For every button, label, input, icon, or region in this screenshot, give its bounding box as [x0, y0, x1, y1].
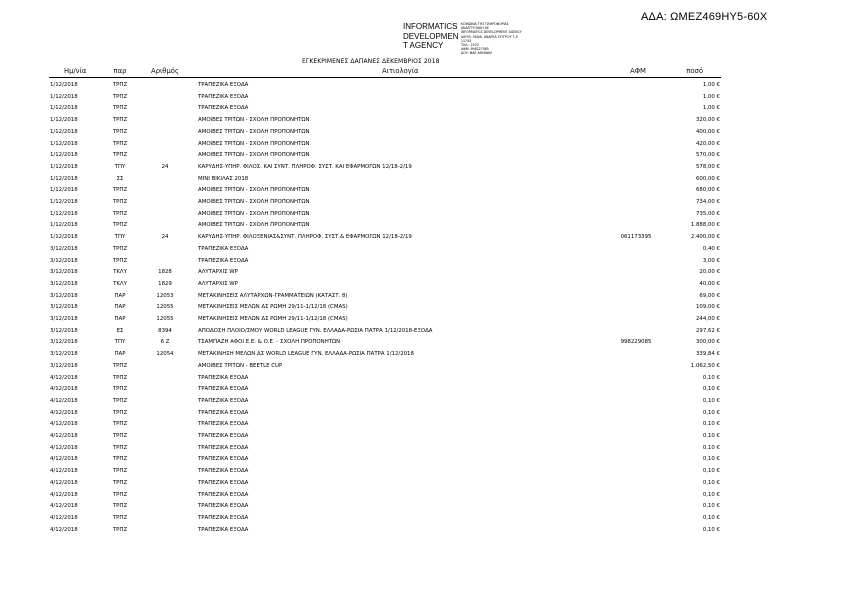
table-row: [0, 220, 842, 231]
row-amount: 320,00 €: [695, 117, 720, 124]
agency-logo-text: [403, 22, 459, 51]
row-date: 3/12/2018: [50, 280, 78, 287]
row-date: 1/12/2018: [50, 117, 78, 124]
agency-detail-line: 11743: [461, 38, 472, 43]
row-description: ΑΛΥΤΑΡΧΙΣ WP: [198, 269, 238, 276]
row-date: 4/12/2018: [50, 433, 78, 439]
row-date: 3/12/2018: [50, 316, 78, 322]
row-number: 6 Z: [160, 339, 170, 346]
agency-detail-line: ΤΗΛ.: 2103: [461, 43, 479, 48]
table-row: [0, 314, 842, 325]
row-amount: 0,10 €: [702, 374, 720, 381]
row-description: ΤΡΑΠΕΖΙΚΑ ΕΞΟΔΑ: [198, 257, 249, 264]
row-date: 4/12/2018: [50, 514, 78, 521]
row-description: ΚΑΡΥΔΗΣ-ΥΠΗΡ. ΦΙΛΟΣ. ΚΑΙ ΣΥΝΤ. ΠΛΗΡΟΦ. ΣΥΣΤ. ΚΑΙ ΕΦΑΡΜΟΓΩΝ 12/18-2/19: [198, 163, 412, 170]
agency-details: [461, 22, 522, 56]
table-row: [0, 256, 842, 267]
row-amount: 1,00 €: [702, 82, 720, 88]
row-par: ΤΡΠΖ: [112, 140, 128, 147]
row-amount: 735,00 €: [695, 210, 720, 217]
row-description: ΑΠΟΔΟΣΗ ΠΛΟΙΟ/ΣΜΟΥ WORLD LEAGUE ΓΥΝ. ΕΛΛΑΔΑ-ΡΩΣΙΑ ΠΑΤΡΑ 1/12/2018-ΕΞΟΔΑ: [198, 327, 433, 334]
row-amount: 0,10 €: [702, 386, 720, 393]
row-amount: 300,00 €: [695, 339, 720, 346]
row-number: 8394: [158, 327, 172, 334]
row-date: 1/12/2018: [50, 105, 78, 112]
row-description: ΜΕΤΑΚΙΝΗΣΕΙΣ ΑΛΥΤΑΡΧΩΝ-ΓΡΑΜΜΑΤΕΙΩΝ (ΚΑΤΑΣΤ. 8): [198, 292, 348, 299]
row-par: ΤΡΠΖ: [112, 386, 128, 393]
row-amount: 2.400,00 €: [690, 234, 720, 241]
agency-detail-line: ΔΟΥ: ΦΑΕ ΑΘΗΝΩΝ: [461, 51, 492, 56]
row-description: ΜΕΤΑΚΙΝΗΣΕΙΣ ΜΕΛΩΝ ΔΣ ΡΩΜΗ 29/11-1/12/18 (CMAS): [198, 304, 348, 311]
row-description: ΤΡΑΠΕΖΙΚΑ ΕΞΟΔΑ: [198, 386, 249, 393]
agency-detail-line: ΔΙΕΥΘ. ΛΕΩΦ. ΑΝΔΡΕΑ ΣΥΓΓΡΟΥ 7-9: [461, 34, 518, 39]
row-date: 1/12/2018: [50, 152, 78, 159]
row-amount: 0,10 €: [702, 514, 720, 521]
row-par: ΤΚΛΥ: [113, 280, 127, 287]
header-description: Αιτιολογία: [382, 67, 419, 75]
row-par: ΤΡΠΖ: [112, 222, 128, 229]
header-par: παρ: [113, 67, 127, 75]
row-date: 4/12/2018: [50, 456, 78, 463]
row-amount: 600,00 €: [695, 175, 720, 182]
row-amount: 1.888,00 €: [690, 222, 720, 229]
row-par: ΠΑΡ: [114, 351, 126, 358]
row-description: ΜΕΤΑΚΙΝΗΣΗ ΜΕΛΩΝ ΔΣ WORLD LEAGUE ΓΥΝ. ΕΛΛΑΔΑ-ΡΩΣΙΑ ΠΑΤΡΑ 1/12/2018: [198, 351, 414, 358]
row-description: ΤΡΑΠΕΖΙΚΑ ΕΞΟΔΑ: [198, 82, 249, 88]
row-amount: 734,00 €: [695, 199, 720, 205]
row-amount: 339,84 €: [695, 351, 720, 358]
row-par: ΠΑΡ: [114, 304, 126, 311]
table-row: [0, 244, 842, 255]
agency-detail-line: ΑΦΜ: 998227085: [461, 47, 489, 52]
row-date: 4/12/2018: [50, 444, 78, 451]
row-date: 1/12/2018: [50, 82, 78, 88]
row-afm: 061173395: [620, 234, 652, 241]
row-par: ΤΡΠΖ: [112, 444, 128, 451]
row-date: 4/12/2018: [50, 526, 78, 533]
row-amount: 0,10 €: [702, 479, 720, 486]
table-row: [0, 326, 842, 337]
row-description: ΑΜΟΙΒΕΣ ΤΡΙΤΩΝ - ΣΧΟΛΗ ΠΡΟΠΟΝΗΤΩΝ: [198, 210, 310, 217]
row-description: ΑΜΟΙΒΕΣ ΤΡΙΤΩΝ - ΣΧΟΛΗ ΠΡΟΠΟΝΗΤΩΝ: [198, 152, 310, 159]
row-description: ΤΡΑΠΕΖΙΚΑ ΕΞΟΔΑ: [198, 409, 249, 416]
table-row: [0, 454, 842, 465]
row-description: ΜΕΤΑΚΙΝΗΣΕΙΣ ΜΕΛΩΝ ΔΣ ΡΩΜΗ 29/11-1/12/18 (CMAS): [198, 316, 348, 322]
row-date: 1/12/2018: [50, 222, 78, 229]
table-row: [0, 384, 842, 395]
row-date: 4/12/2018: [50, 491, 78, 498]
row-description: ΤΡΑΠΕΖΙΚΑ ΕΞΟΔΑ: [198, 468, 249, 475]
row-par: ΤΡΠΖ: [112, 199, 128, 205]
table-row: [0, 279, 842, 290]
row-par: ΤΡΠΖ: [112, 187, 128, 194]
row-description: ΑΜΟΙΒΕΣ ΤΡΙΤΩΝ - ΣΧΟΛΗ ΠΡΟΠΟΝΗΤΩΝ: [198, 222, 310, 229]
table-row: [0, 337, 842, 348]
row-amount: 0,10 €: [702, 491, 720, 498]
row-amount: 3,00 €: [702, 257, 720, 264]
row-date: 1/12/2018: [50, 163, 78, 170]
table-row: [0, 174, 842, 185]
row-number: 24: [161, 163, 169, 170]
row-par: ΣΣ: [116, 175, 124, 182]
row-date: 4/12/2018: [50, 409, 78, 416]
table-row: [0, 443, 842, 454]
row-description: ΑΛΥΤΑΡΧΙΣ WP: [198, 280, 238, 287]
table-row: [0, 162, 842, 173]
row-par: ΤΡΠΖ: [112, 526, 128, 533]
row-amount: 1,00 €: [702, 93, 720, 100]
row-number: 12054: [156, 351, 174, 358]
row-par: ΕΣ: [116, 327, 124, 334]
row-amount: 0,10 €: [702, 421, 720, 428]
row-amount: 0,10 €: [702, 444, 720, 451]
row-date: 1/12/2018: [50, 210, 78, 217]
row-description: ΤΡΑΠΕΖΙΚΑ ΕΞΟΔΑ: [198, 491, 249, 498]
row-amount: 69,00 €: [699, 292, 720, 299]
row-par: ΤΠΥ: [114, 163, 126, 170]
row-amount: 0,10 €: [702, 397, 720, 404]
row-par: ΤΡΠΖ: [112, 397, 128, 404]
row-description: ΑΜΟΙΒΕΣ ΤΡΙΤΩΝ - ΣΧΟΛΗ ΠΡΟΠΟΝΗΤΩΝ: [198, 199, 310, 205]
row-number: 12053: [156, 292, 174, 299]
row-par: ΤΠΥ: [114, 234, 126, 241]
row-date: 3/12/2018: [50, 327, 78, 334]
header-amount: ποσό: [686, 67, 703, 75]
table-row: [0, 302, 842, 313]
row-amount: 0,10 €: [702, 433, 720, 439]
row-date: 3/12/2018: [50, 351, 78, 358]
table-row: [0, 373, 842, 384]
row-par: ΤΡΠΖ: [112, 433, 128, 439]
table-header: [0, 67, 842, 78]
row-description: ΤΡΑΠΕΖΙΚΑ ΕΞΟΔΑ: [198, 105, 249, 112]
row-description: ΑΜΟΙΒΕΣ ΤΡΙΤΩΝ - ΣΧΟΛΗ ΠΡΟΠΟΝΗΤΩΝ: [198, 187, 310, 194]
table-row: [0, 431, 842, 442]
row-par: ΤΡΠΖ: [112, 479, 128, 486]
row-description: ΤΡΑΠΕΖΙΚΑ ΕΞΟΔΑ: [198, 444, 249, 451]
table-row: [0, 185, 842, 196]
row-par: ΤΡΠΖ: [112, 82, 128, 88]
row-par: ΤΡΠΖ: [112, 257, 128, 264]
row-number: 1828: [158, 269, 172, 276]
agency-detail-line: INFORMATICS DEVELOPMENT AGENCY: [461, 30, 522, 35]
table-row: [0, 291, 842, 302]
row-description: ΤΡΑΠΕΖΙΚΑ ΕΞΟΔΑ: [198, 421, 249, 428]
row-date: 4/12/2018: [50, 468, 78, 475]
table-row: [0, 127, 842, 138]
row-date: 4/12/2018: [50, 421, 78, 428]
row-par: ΤΡΠΖ: [112, 117, 128, 124]
agency-detail-line: ΑΝΑΠΤΥΞΙΑΚΗ ΑΕ: [461, 26, 489, 31]
row-date: 1/12/2018: [50, 187, 78, 194]
row-date: 3/12/2018: [50, 257, 78, 264]
row-amount: 40,00 €: [699, 280, 720, 287]
row-date: 3/12/2018: [50, 245, 78, 252]
row-date: 1/12/2018: [50, 234, 78, 241]
row-par: ΤΡΠΖ: [112, 514, 128, 521]
row-description: ΤΡΑΠΕΖΙΚΑ ΕΞΟΔΑ: [198, 503, 249, 510]
row-par: ΤΡΠΖ: [112, 245, 128, 252]
row-description: ΤΡΑΠΕΖΙΚΑ ΕΞΟΔΑ: [198, 433, 249, 439]
table-row: [0, 139, 842, 150]
row-amount: 1.062,50 €: [690, 362, 720, 369]
row-amount: 0,10 €: [702, 526, 720, 533]
row-amount: 244,00 €: [695, 316, 720, 322]
row-date: 4/12/2018: [50, 386, 78, 393]
row-date: 4/12/2018: [50, 503, 78, 510]
row-description: ΤΡΑΠΕΖΙΚΑ ΕΞΟΔΑ: [198, 245, 249, 252]
row-number: 12055: [156, 316, 174, 322]
row-description: ΤΡΑΠΕΖΙΚΑ ΕΞΟΔΑ: [198, 479, 249, 486]
row-afm: 998229085: [620, 339, 652, 346]
row-description: ΤΡΑΠΕΖΙΚΑ ΕΞΟΔΑ: [198, 456, 249, 463]
row-par: ΤΡΠΖ: [112, 456, 128, 463]
row-description: ΤΡΑΠΕΖΙΚΑ ΕΞΟΔΑ: [198, 93, 249, 100]
header-afm: ΑΦΜ: [630, 67, 646, 75]
row-par: ΤΡΠΖ: [112, 152, 128, 159]
table-row: [0, 267, 842, 278]
row-date: 3/12/2018: [50, 339, 78, 346]
row-date: 1/12/2018: [50, 199, 78, 205]
row-amount: 578,00 €: [695, 163, 720, 170]
table-row: [0, 501, 842, 512]
table-row: [0, 232, 842, 243]
table-row: [0, 115, 842, 126]
row-amount: 0,10 €: [702, 503, 720, 510]
row-par: ΤΡΠΖ: [112, 491, 128, 498]
ada-code: ΑΔΑ: ΩΜΕΖ469ΗΥ5-60Χ: [641, 11, 768, 23]
row-amount: 0,10 €: [702, 456, 720, 463]
row-description: ΤΡΑΠΕΖΙΚΑ ΕΞΟΔΑ: [198, 514, 249, 521]
row-par: ΤΡΠΖ: [112, 374, 128, 381]
header-number: Αριθμός: [151, 67, 179, 75]
table-row: [0, 466, 842, 477]
row-amount: 20,00 €: [699, 269, 720, 276]
header-date: Ημ/νία: [64, 67, 87, 75]
logo-line: INFORMATICS: [403, 22, 458, 31]
row-date: 3/12/2018: [50, 269, 78, 276]
row-par: ΤΚΛΥ: [113, 269, 127, 276]
table-row: [0, 478, 842, 489]
table-row: [0, 209, 842, 220]
table-row: [0, 396, 842, 407]
row-par: ΠΑΡ: [114, 316, 126, 322]
row-description: ΑΜΟΙΒΕΣ ΤΡΙΤΩΝ - ΣΧΟΛΗ ΠΡΟΠΟΝΗΤΩΝ: [198, 117, 310, 124]
row-date: 1/12/2018: [50, 140, 78, 147]
table-row: [0, 92, 842, 103]
row-amount: 680,00 €: [695, 187, 720, 194]
row-amount: 570,00 €: [695, 152, 720, 159]
row-date: 1/12/2018: [50, 93, 78, 100]
row-description: ΑΜΟΙΒΕΣ ΤΡΙΤΩΝ - BEETLE CUP: [198, 362, 283, 369]
row-date: 3/12/2018: [50, 292, 78, 299]
row-number: 12055: [156, 304, 174, 311]
row-amount: 400,00 €: [695, 128, 720, 135]
row-amount: 109,00 €: [695, 304, 720, 311]
row-description: ΑΜΟΙΒΕΣ ΤΡΙΤΩΝ - ΣΧΟΛΗ ΠΡΟΠΟΝΗΤΩΝ: [198, 128, 310, 135]
row-description: ΤΣΑΜΠΑΖΗ ΑΦΟΙ Ε.Ε. & Ο.Ε. - ΣΧΟΛΗ ΠΡΟΠΟΝΗΤΩΝ: [198, 339, 341, 346]
table-row: [0, 103, 842, 114]
table-row: [0, 408, 842, 419]
row-par: ΤΡΠΖ: [112, 503, 128, 510]
row-amount: 0,40 €: [702, 245, 720, 252]
row-description: ΤΡΑΠΕΖΙΚΑ ΕΞΟΔΑ: [198, 374, 249, 381]
row-par: ΤΡΠΖ: [112, 421, 128, 428]
row-par: ΤΠΥ: [114, 339, 126, 346]
table-row: [0, 513, 842, 524]
document-title: ΕΓΚΕΚΡΙΜΕΝΕΣ ΔΑΠΑΝΕΣ ΔΕΚΕΜΒΡΙΟΣ 2018: [302, 58, 440, 65]
row-number: 1829: [158, 280, 172, 287]
table-row: [0, 361, 842, 372]
table-row: [0, 80, 842, 91]
row-description: ΑΜΟΙΒΕΣ ΤΡΙΤΩΝ - ΣΧΟΛΗ ΠΡΟΠΟΝΗΤΩΝ: [198, 140, 310, 147]
row-date: 1/12/2018: [50, 175, 78, 182]
row-par: ΤΡΠΖ: [112, 105, 128, 112]
row-date: 3/12/2018: [50, 362, 78, 369]
row-par: ΤΡΠΖ: [112, 93, 128, 100]
logo-line: T AGENCY: [403, 41, 444, 50]
row-par: ΠΑΡ: [114, 292, 126, 299]
table-row: [0, 349, 842, 360]
row-description: MINI ΒΙΚΙΛΑΣ 2018: [198, 175, 249, 182]
row-date: 4/12/2018: [50, 374, 78, 381]
row-amount: 297,62 €: [695, 327, 720, 334]
row-par: ΤΡΠΖ: [112, 409, 128, 416]
row-date: 1/12/2018: [50, 128, 78, 135]
row-date: 4/12/2018: [50, 479, 78, 486]
table-row: [0, 490, 842, 501]
table-row: [0, 150, 842, 161]
logo-line: DEVELOPMEN: [403, 31, 459, 41]
row-amount: 0,10 €: [702, 468, 720, 475]
row-date: 3/12/2018: [50, 304, 78, 311]
row-date: 4/12/2018: [50, 397, 78, 404]
row-par: ΤΡΠΖ: [112, 468, 128, 475]
row-description: ΤΡΑΠΕΖΙΚΑ ΕΞΟΔΑ: [198, 526, 249, 533]
row-par: ΤΡΠΖ: [112, 128, 128, 135]
row-amount: 1,00 €: [702, 105, 720, 112]
row-par: ΤΡΠΖ: [112, 210, 128, 217]
table-row: [0, 525, 842, 536]
agency-detail-line: ΚΟΙΝΩΝΙΑ ΤΗΣ ΠΛΗΡΟΦΟΡΙΑΣ: [461, 22, 509, 26]
table-row: [0, 419, 842, 430]
row-par: ΤΡΠΖ: [112, 362, 128, 369]
row-amount: 420,00 €: [695, 140, 720, 147]
row-number: 24: [161, 234, 169, 241]
row-description: ΤΡΑΠΕΖΙΚΑ ΕΞΟΔΑ: [198, 397, 249, 404]
row-amount: 0,10 €: [702, 409, 720, 416]
table-row: [0, 197, 842, 208]
row-description: ΚΑΡΥΔΗΣ-ΥΠΗΡ. ΦΙΛΟΞΕΝΙΑΣ&ΣΥΝΤ. ΠΛΗΡΟΦ. ΣΥΣΤ.& ΕΦΑΡΜΟΓΩΝ 12/18-2/19: [198, 234, 412, 241]
